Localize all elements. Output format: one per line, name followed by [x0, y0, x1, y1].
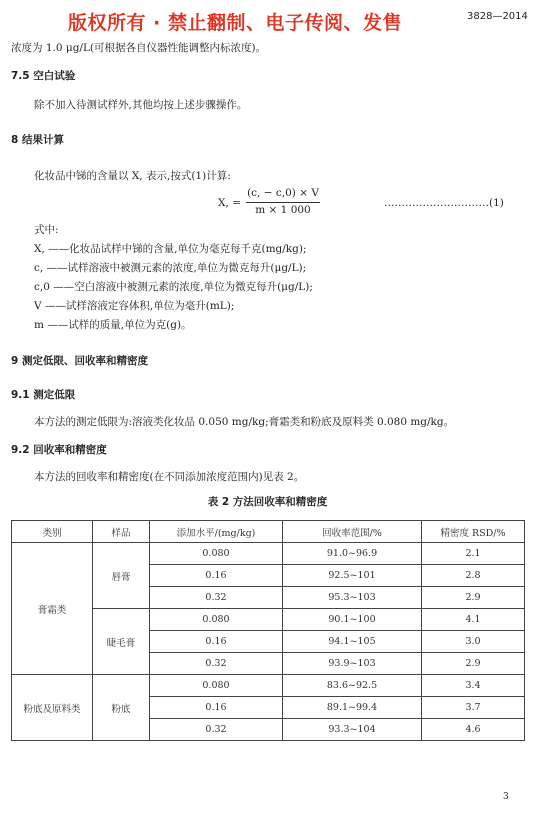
rsd-cell: 3.4: [422, 675, 525, 697]
rsd-cell: 2.1: [422, 543, 525, 565]
recovery-cell: 83.6~92.5: [283, 675, 422, 697]
column-header: 回收率范围/%: [283, 521, 422, 543]
definition-item: c,0 ——空白溶液中被测元素的浓度,单位为微克每升(μg/L);: [34, 281, 313, 293]
spike-level-cell: 0.16: [150, 697, 283, 719]
definition-item: V ——试样溶液定容体积,单位为毫升(mL);: [34, 300, 235, 312]
section-9-1-text: 本方法的测定低限为:溶液类化妆品 0.050 mg/kg;膏霜类和粉底及原料类 0.080 mg/kg。: [34, 416, 455, 428]
recovery-cell: 92.5~101: [283, 565, 422, 587]
sample-cell: 睫毛膏: [93, 609, 150, 675]
formula-denominator: m × 1 000: [255, 204, 311, 216]
category-cell: 膏霜类: [12, 543, 93, 675]
recovery-precision-table: [11, 520, 525, 741]
rsd-cell: 2.8: [422, 565, 525, 587]
recovery-cell: 93.9~103: [283, 653, 422, 675]
rsd-cell: 4.1: [422, 609, 525, 631]
rsd-cell: 2.9: [422, 653, 525, 675]
definition-item: m ——试样的质量,单位为克(g)。: [34, 319, 192, 331]
rsd-cell: 3.0: [422, 631, 525, 653]
standard-number: 3828—2014: [467, 11, 528, 22]
section-9-2-title: 9.2 回收率和精密度: [11, 444, 107, 456]
section-7-5-text: 除不加入待测试样外,其他均按上述步骤操作。: [34, 99, 248, 111]
formula-lhs: X, =: [218, 197, 241, 209]
column-header: 添加水平/(mg/kg): [150, 521, 283, 543]
spike-level-cell: 0.080: [150, 609, 283, 631]
formula-fraction-line: [246, 202, 320, 203]
recovery-cell: 94.1~105: [283, 631, 422, 653]
continued-text: 浓度为 1.0 μg/L(可根据各自仪器性能调整内标浓度)。: [11, 42, 267, 54]
recovery-cell: 89.1~99.4: [283, 697, 422, 719]
where-label: 式中:: [34, 224, 59, 236]
spike-level-cell: 0.080: [150, 675, 283, 697]
spike-level-cell: 0.16: [150, 565, 283, 587]
sample-cell: 粉底: [93, 675, 150, 741]
formula-number: …………………………(1): [384, 197, 504, 209]
section-8-title: 8 结果计算: [11, 134, 64, 146]
spike-level-cell: 0.16: [150, 631, 283, 653]
table-row: [12, 543, 525, 565]
formula-numerator: (c, − c,0) × V: [247, 187, 319, 199]
column-header: 样品: [93, 521, 150, 543]
copyright-watermark: 版权所有 · 禁止翻制、电子传阅、发售: [68, 12, 402, 34]
spike-level-cell: 0.32: [150, 653, 283, 675]
section-9-1-title: 9.1 测定低限: [11, 389, 76, 401]
page-number: 3: [503, 792, 509, 802]
rsd-cell: 2.9: [422, 587, 525, 609]
spike-level-cell: 0.32: [150, 587, 283, 609]
recovery-cell: 95.3~103: [283, 587, 422, 609]
recovery-cell: 91.0~96.9: [283, 543, 422, 565]
definition-item: c, ——试样溶液中被测元素的浓度,单位为微克每升(μg/L);: [34, 262, 307, 274]
section-9-2-text: 本方法的回收率和精密度(在不同添加浓度范围内)见表 2。: [34, 471, 305, 483]
section-9-title: 9 测定低限、回收率和精密度: [11, 355, 148, 367]
table-caption: 表 2 方法回收率和精密度: [207, 496, 328, 508]
category-cell: 粉底及原料类: [12, 675, 93, 741]
column-header: 类别: [12, 521, 93, 543]
rsd-cell: 4.6: [422, 719, 525, 741]
section-7-5-title: 7.5 空白试验: [11, 70, 76, 82]
table-row: [12, 675, 525, 697]
section-8-intro: 化妆品中锑的含量以 X, 表示,按式(1)计算:: [34, 170, 231, 182]
spike-level-cell: 0.32: [150, 719, 283, 741]
spike-level-cell: 0.080: [150, 543, 283, 565]
definition-item: X, ——化妆品试样中锑的含量,单位为毫克每千克(mg/kg);: [34, 243, 307, 255]
recovery-cell: 93.3~104: [283, 719, 422, 741]
recovery-cell: 90.1~100: [283, 609, 422, 631]
column-header: 精密度 RSD/%: [422, 521, 525, 543]
rsd-cell: 3.7: [422, 697, 525, 719]
table-header-row: [12, 521, 525, 543]
sample-cell: 唇膏: [93, 543, 150, 609]
